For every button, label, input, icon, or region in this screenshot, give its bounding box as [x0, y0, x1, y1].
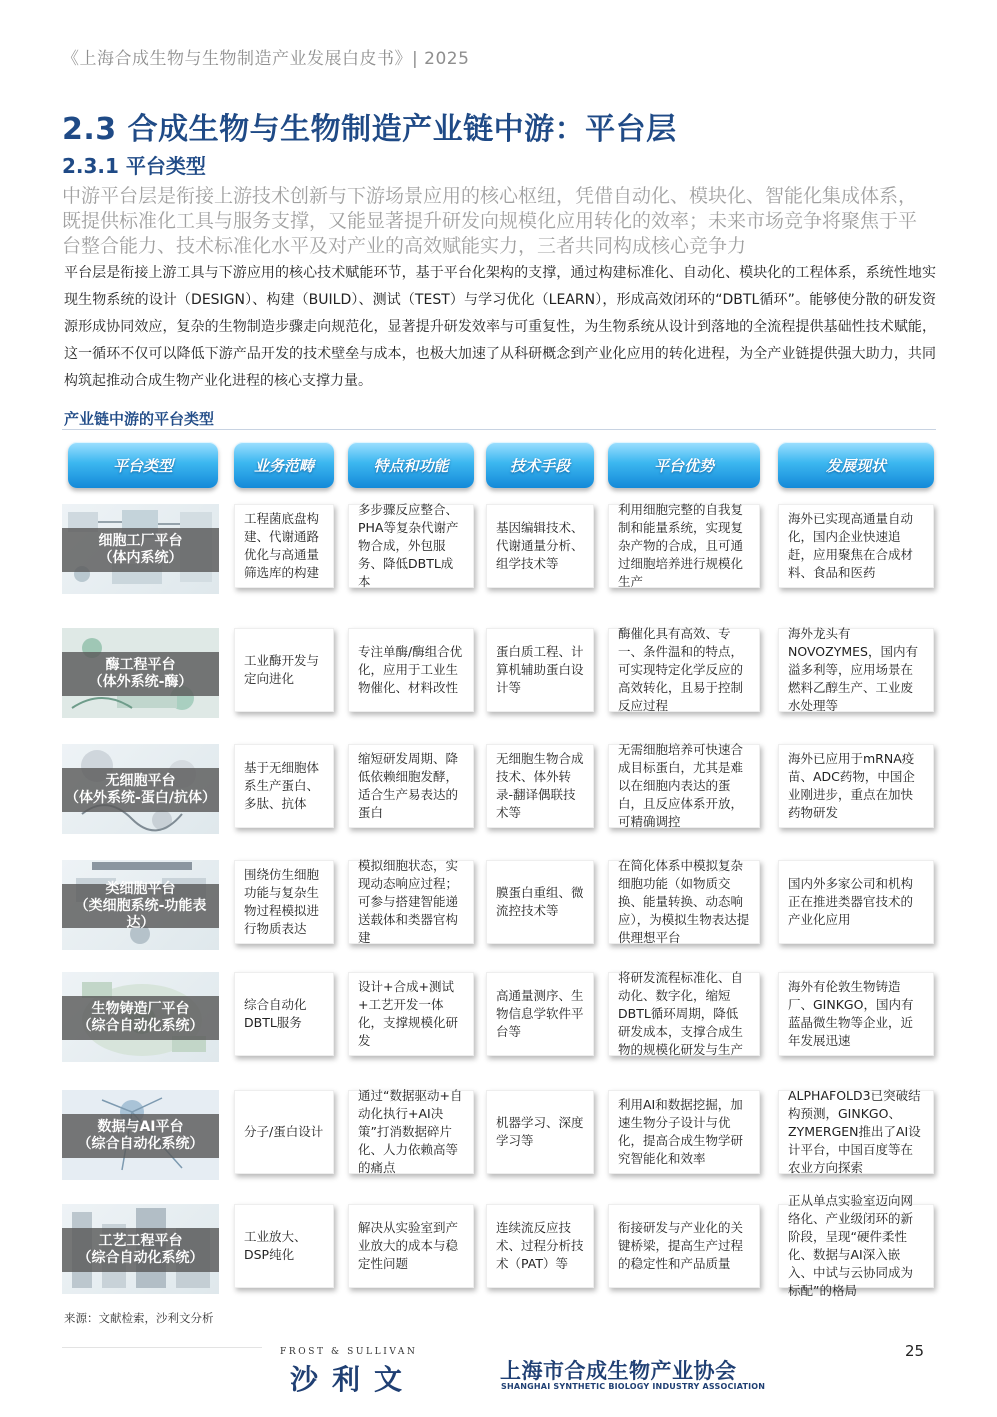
cell-technology: 机器学习、深度学习等 [486, 1090, 594, 1174]
cell-advantage: 在简化体系中模拟复杂细胞功能（如物质交换、能量转换、动态响应），为模拟生物表达提供理想平台 [608, 860, 760, 944]
cell-scope: 综合自动化DBTL服务 [234, 972, 334, 1056]
table-row [62, 860, 938, 950]
cell-technology: 无细胞生物合成技术、体外转录-翻译偶联技术等 [486, 744, 594, 828]
cell-status: 正从单点实验室迈向网络化、产业级闭环的新阶段，呈现“硬件柔性化、数据与AI深入嵌入、中试与云协同成为标配”的格局 [778, 1204, 934, 1288]
section-title: 2.3 合成生物与生物制造产业链中游：平台层 [62, 112, 677, 147]
page-number: 25 [905, 1342, 925, 1360]
running-header: 《上海合成生物与生物制造产业发展白皮书》| 2025 [62, 49, 470, 69]
microbe-workflow-image [62, 504, 219, 594]
footer-divider [62, 1347, 262, 1348]
header-platform-type: 平台类型 [68, 442, 218, 488]
association-name: 上海市合成生物产业协会 [500, 1359, 737, 1383]
platform-name: 无细胞平台 （体外系统-蛋白/抗体） [62, 768, 219, 812]
enzyme-screen-image [62, 628, 219, 718]
cell-features: 多步骤反应整合、PHA等复杂代谢产物合成，外包服务、降低DBTL成本 [348, 504, 474, 588]
body-paragraph: 平台层是衔接上游工具与下游应用的核心技术赋能环节，基于平台化架构的支撑，通过构建标准化、自动化、模块化的工程体系，系统性地实现生物系统的设计（DESIGN）、构建（BUILD）、测试（TEST）与学习优化（LEARN），形成高效闭环的“DBTL循环”。能够使分散的研发资源形成协同效应，复杂的生物制造步骤走向规范化，显著提升研发效率与可重复性，为生物系统从设计到落地的全流程提供基础性技术赋能，这一循环不仅可以降低下游产品开发的技术壁垒与成本，也极大加速了从科研概念到产业化应用的转化进程，为全产业链提供强大助力，共同构筑起推动合成生物产业化进程的核心支撑力量。 [64, 265, 936, 389]
platform-name: 数据与AI平台 （综合自动化系统） [62, 1114, 219, 1158]
platform-name: 酶工程平台 （体外系统-酶） [62, 652, 219, 696]
header-features: 特点和功能 [348, 442, 474, 488]
cell-technology: 膜蛋白重组、微流控技术等 [486, 860, 594, 944]
cell-technology: 高通量测序、生物信息学软件平台等 [486, 972, 594, 1056]
ai-network-image [62, 1090, 219, 1180]
cell-technology: 基因编辑技术、代谢通量分析、组学技术等 [486, 504, 594, 588]
table-row [62, 504, 938, 594]
figure-title: 产业链中游的平台类型 [64, 410, 215, 428]
cell-status: 海外龙头有NOVOZYMES，国内有溢多利等，应用场景在燃料乙醇生产、工业废水处理等 [778, 628, 934, 712]
header-technology: 技术手段 [486, 442, 594, 488]
cell-status: 海外有伦敦生物铸造厂、GINKGO，国内有蓝晶微生物等企业，近年发展迅速 [778, 972, 934, 1056]
cell-features: 解决从实验室到产业放大的成本与稳定性问题 [348, 1204, 474, 1288]
lead-paragraph: 中游平台层是衔接上游技术创新与下游场景应用的核心枢纽，凭借自动化、模块化、智能化集成体系，既提供标准化工具与服务支撑，又能显著提升研发向规模化应用转化的效率；未来市场竞争将聚焦于平台整合能力、技术标准化水平及对产业的高效赋能实力，三者共同构成核心竞争力 [62, 185, 918, 257]
platform-name: 类细胞平台 （类细胞系统-功能表达） [62, 884, 219, 928]
protein-molecule-image [62, 744, 219, 834]
source-note: 来源：文献检索，沙利文分析 [64, 1311, 214, 1325]
cell-free-platform-image [62, 860, 219, 950]
cell-features: 通过“数据驱动+自动化执行+AI决策”打消数据碎片化、人力依赖高等的痛点 [348, 1090, 474, 1174]
biofoundry-image [62, 972, 219, 1062]
frost-sullivan-logo: 沙利文 [290, 1363, 417, 1396]
association-name-en: SHANGHAI SYNTHETIC BIOLOGY INDUSTRY ASSOCIATION [501, 1382, 766, 1391]
subsection-title: 2.3.1 平台类型 [62, 154, 206, 178]
header-business-scope: 业务范畴 [234, 442, 334, 488]
cell-technology: 连续流反应技术、过程分析技术（PAT）等 [486, 1204, 594, 1288]
cell-features: 缩短研发周期、降低依赖细胞发酵，适合生产易表达的蛋白 [348, 744, 474, 828]
cell-scope: 分子/蛋白设计 [234, 1090, 334, 1174]
platform-name: 生物铸造厂平台 （综合自动化系统） [62, 996, 219, 1040]
cell-scope: 工业酶开发与定向进化 [234, 628, 334, 712]
table-row [62, 628, 938, 718]
table-row [62, 1193, 938, 1298]
cell-status: ALPHAFOLD3已突破结构预测，GINKGO、ZYMERGEN推出了AI设计平台，中国百度等在农业方向探索 [778, 1090, 934, 1174]
cell-advantage: 酶催化具有高效、专一、条件温和的特点，可实现特定化学反应的高效转化，且易于控制反应过程 [608, 628, 760, 712]
cell-status: 海外已应用于mRNA疫苗、ADC药物，中国企业刚进步，重点在加快药物研发 [778, 744, 934, 828]
header-status: 发展现状 [778, 442, 934, 488]
table-row [62, 744, 938, 834]
cell-scope: 工业放大、DSP纯化 [234, 1204, 334, 1288]
cell-status: 国内外多家公司和机构正在推进类器官技术的产业化应用 [778, 860, 934, 944]
header-advantages: 平台优势 [608, 442, 760, 488]
cell-status: 海外已实现高通量自动化，国内企业快速追赶，应用聚焦在合成材料、食品和医药 [778, 504, 934, 588]
cell-scope: 围绕仿生细胞功能与复杂生物过程模拟进行物质表达 [234, 860, 334, 944]
cell-advantage: 将研发流程标准化、自动化、数字化，缩短DBTL循环周期，降低研发成本，支撑合成生物的规模化研发与生产 [608, 972, 760, 1056]
cell-features: 模拟细胞状态，实现动态响应过程；可参与搭建智能递送载体和类器官构建 [348, 860, 474, 944]
table-row [62, 1090, 938, 1180]
table-row [62, 972, 938, 1062]
process-equipment-image [62, 1204, 219, 1294]
cell-advantage: 利用细胞完整的自我复制和能量系统，实现复杂产物的合成，且可通过细胞培养进行规模化生产 [608, 504, 760, 588]
cell-features: 专注单酶/酶组合优化，应用于工业生物催化、材料改性 [348, 628, 474, 712]
frost-sullivan-wordmark: FROST & SULLIVAN [280, 1347, 418, 1357]
platform-name: 细胞工厂平台 （体内系统） [62, 528, 219, 572]
cell-technology: 蛋白质工程、计算机辅助蛋白设计等 [486, 628, 594, 712]
cell-advantage: 无需细胞培养可快速合成目标蛋白，尤其是难以在细胞内表达的蛋白，且反应体系开放，可精确调控 [608, 744, 760, 828]
figure-divider [62, 429, 936, 430]
cell-features: 设计+合成+测试+工艺开发一体化，支撑规模化研发 [348, 972, 474, 1056]
cell-scope: 工程菌底盘构建、代谢通路优化与高通量筛选库的构建 [234, 504, 334, 588]
platform-name: 工艺工程平台 （综合自动化系统） [62, 1228, 219, 1272]
cell-scope: 基于无细胞体系生产蛋白、多肽、抗体 [234, 744, 334, 828]
cell-advantage: 利用AI和数据挖掘，加速生物分子设计与优化，提高合成生物学研究智能化和效率 [608, 1090, 760, 1174]
cell-advantage: 衔接研发与产业化的关键桥梁，提高生产过程的稳定性和产品质量 [608, 1204, 760, 1288]
